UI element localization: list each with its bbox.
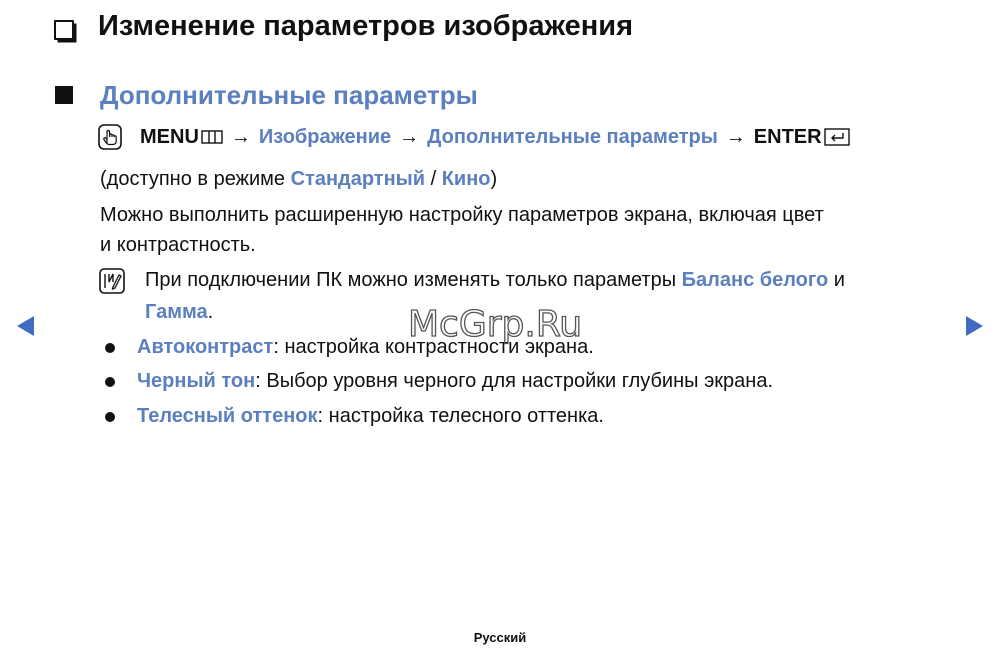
path-arrow: → [230,125,251,148]
page-title: Изменение параметров изображения [98,10,634,42]
availability-suffix: ) [490,168,498,190]
availability-separator: / [425,168,442,190]
mode-movie: Кино [441,168,491,190]
next-page-icon[interactable] [966,316,983,336]
bullet-text: : настройка контрастности экрана. [273,336,594,358]
menu-grid-icon [201,130,223,144]
prev-page-icon[interactable] [17,316,34,336]
footer-language: Русский [473,630,527,645]
param-white-balance: Баланс белого [681,269,829,291]
availability-text [100,168,497,191]
availability-prefix: (доступно в режиме [100,168,291,190]
bullet-text: : Выбор уровня черного для настройки глубины экрана. [255,370,773,392]
description-line: Можно выполнить расширенную настройку параметров экрана, включая цвет [100,204,824,226]
note-text-part: При подключении ПК можно изменять только параметры [145,269,682,291]
note-pencil-icon [99,268,125,294]
path-item-picture: Изображение [258,125,392,148]
enter-label: ENTER [753,125,822,148]
list-item [105,405,604,428]
menu-path [98,124,850,150]
watermark: McGrp.Ru [408,304,583,345]
list-item [105,370,773,393]
section-title: Дополнительные параметры [100,80,478,110]
note-text-part: . [207,301,214,323]
bullet-dot [105,377,115,387]
param-gamma: Гамма [145,301,208,323]
square-bullet-icon [55,86,73,104]
path-arrow: → [399,125,420,148]
bullet-term: Автоконтраст [137,336,274,358]
checkbox-icon [54,20,74,40]
bullet-dot [105,343,115,353]
bullet-term: Телесный оттенок [137,405,318,427]
hand-pointer-icon [98,124,122,150]
menu-label: MENU [140,125,199,148]
enter-icon [824,128,850,146]
note-text-part: и [828,269,845,291]
description [100,200,980,260]
description-line: и контрастность. [100,234,256,256]
path-item-advanced: Дополнительные параметры [427,125,718,148]
path-arrow: → [725,125,746,148]
bullet-term: Черный тон [137,370,256,392]
bullet-dot [105,412,115,422]
mode-standard: Стандартный [290,168,426,190]
bullet-text: : настройка телесного оттенка. [317,405,604,427]
